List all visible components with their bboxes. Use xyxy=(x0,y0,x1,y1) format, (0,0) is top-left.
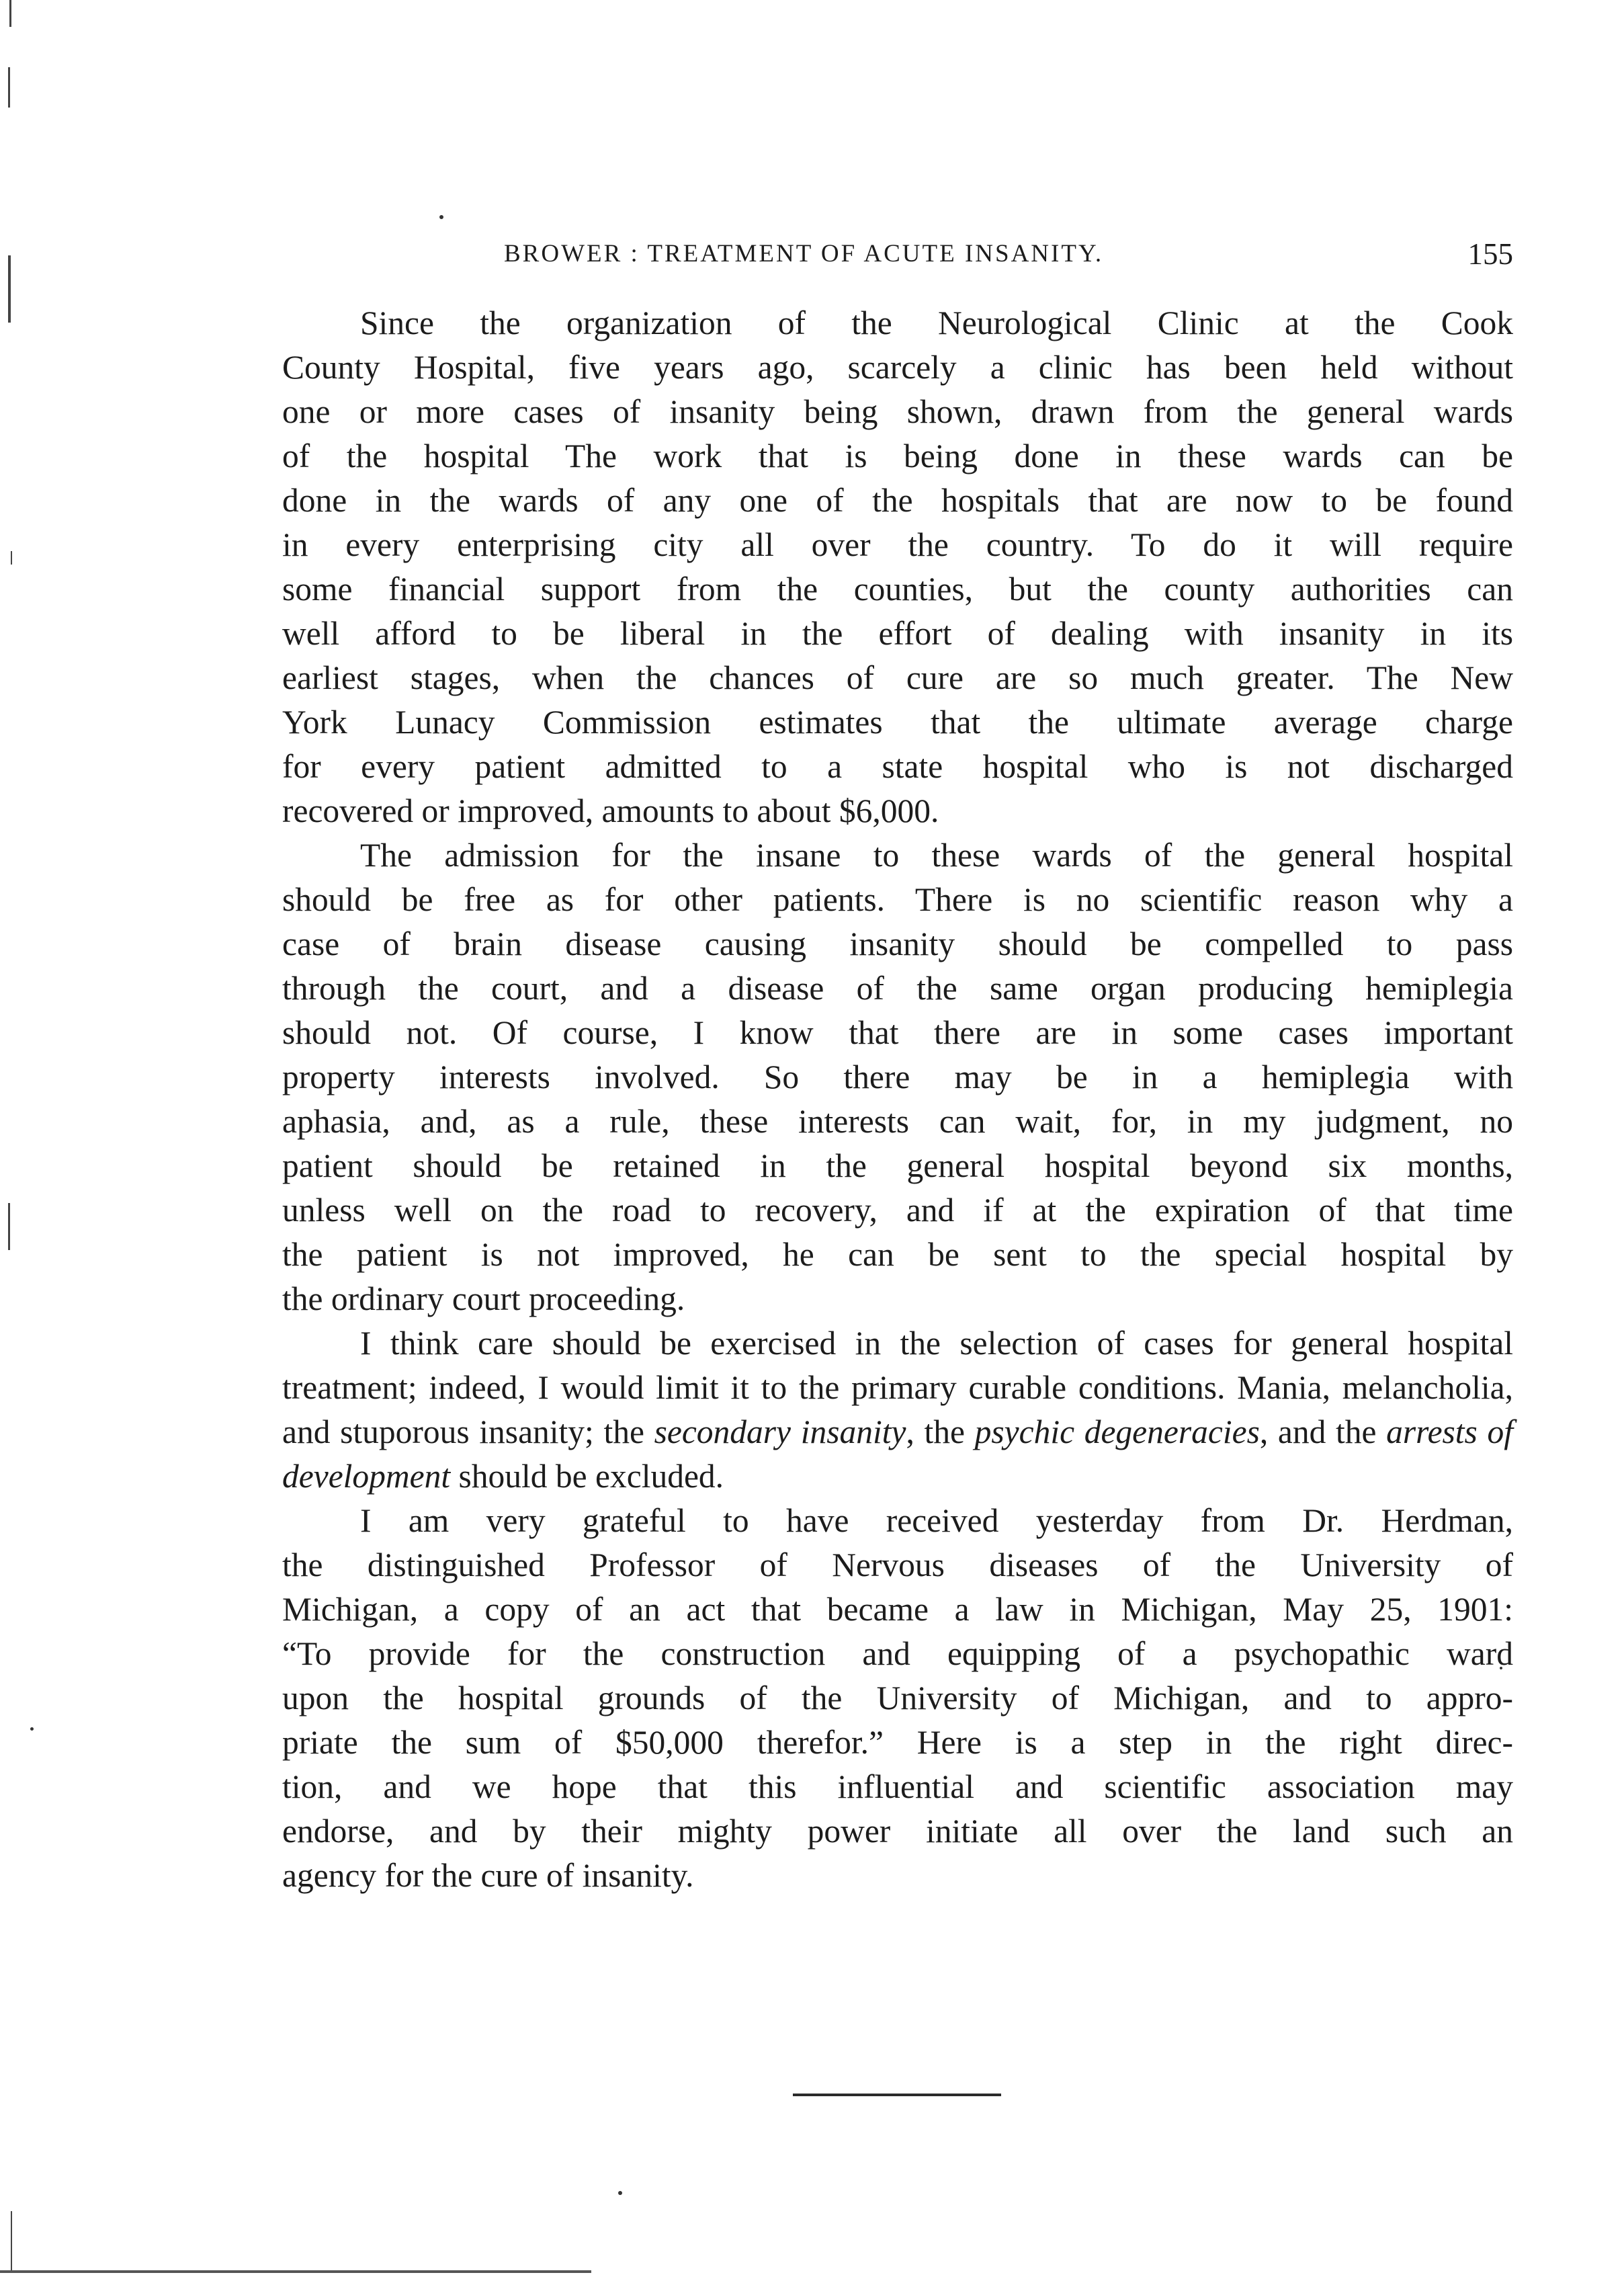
paragraph-2 xyxy=(282,833,1513,1321)
ink-speck xyxy=(30,1727,34,1731)
text-run: , the xyxy=(906,1413,975,1450)
text-line: earliest stages, when the chances of cure are so much greater. The New xyxy=(282,659,1513,696)
running-title: BROWER : TREATMENT OF ACUTE INSANITY. xyxy=(504,240,1104,267)
ink-speck xyxy=(618,2191,622,2195)
text-line: through the court, and a disease of the same organ producing hemiplegia xyxy=(282,970,1513,1007)
text-line: case of brain disease causing insanity should be compelled to pass xyxy=(282,925,1513,962)
italic-text-run: psychic degeneracies xyxy=(974,1413,1260,1450)
text-line: Michigan, a copy of an act that became a law in Michigan, May 25, 1901: xyxy=(282,1591,1513,1628)
text-line: upon the hospital grounds of the University of Michigan, and to appro- xyxy=(282,1680,1513,1716)
text-line: York Lunacy Commission estimates that the ultimate average charge xyxy=(282,704,1513,741)
scan-bottom-edge xyxy=(0,2270,591,2273)
text-run: should be excluded. xyxy=(450,1458,724,1495)
paragraph-4 xyxy=(282,1499,1513,1898)
paragraph-3 xyxy=(282,1321,1513,1499)
text-line: done in the wards of any one of the hospitals that are now to be found xyxy=(282,482,1513,519)
scan-edge-mark xyxy=(11,551,12,565)
text-line: for every patient admitted to a state hospital who is not discharged xyxy=(282,748,1513,785)
text-line: in every enterprising city all over the country. To do it will require xyxy=(282,526,1513,563)
text-line: should be free as for other patients. There is no scientific reason why a xyxy=(282,881,1513,918)
text-line: The admission for the insane to these wards of the general hospital xyxy=(360,837,1513,874)
text-line: some financial support from the counties, but the county authorities can xyxy=(282,571,1513,608)
scan-edge-mark xyxy=(11,2211,12,2272)
ink-speck xyxy=(439,215,443,219)
text-line: aphasia, and, as a rule, these interests can wait, for, in my judgment, no xyxy=(282,1103,1513,1140)
text-line: endorse, and by their mighty power initiate all over the land such an xyxy=(282,1813,1513,1850)
text-line: property interests involved. So there may be in a hemiplegia with xyxy=(282,1059,1513,1095)
text-line: patient should be retained in the general hospital beyond six months, xyxy=(282,1147,1513,1184)
body-text xyxy=(282,301,1513,1898)
scan-edge-mark xyxy=(8,67,10,108)
text-line: recovered or improved, amounts to about $6,000. xyxy=(282,792,939,829)
text-line: County Hospital, five years ago, scarcely a clinic has been held without xyxy=(282,349,1513,386)
running-head xyxy=(282,237,1513,277)
section-end-rule xyxy=(793,2094,1001,2096)
text-line: I am very grateful to have received yesterday from Dr. Herdman, xyxy=(360,1502,1513,1539)
text-line: the patient is not improved, he can be sent to the special hospital by xyxy=(282,1236,1513,1273)
italic-text-run: arrests of development xyxy=(282,1413,1513,1495)
text-line: the distinguished Professor of Nervous diseases of the University of xyxy=(282,1546,1513,1583)
text-line: Since the organization of the Neurological Clinic at the Cook xyxy=(360,304,1513,341)
text-line: well afford to be liberal in the effort of dealing with insanity in its xyxy=(282,615,1513,652)
text-line: priate the sum of $50,000 therefor.” Here is a step in the right direc- xyxy=(282,1724,1513,1761)
text-line: should not. Of course, I know that there are in some cases important xyxy=(282,1014,1513,1051)
text-run: , and the xyxy=(1259,1413,1387,1450)
text-line: of the hospital The work that is being done in these wards can be xyxy=(282,438,1513,474)
text-line: agency for the cure of insanity. xyxy=(282,1857,694,1894)
italic-text-run: secondary insanity xyxy=(654,1413,906,1450)
text-line: the ordinary court proceeding. xyxy=(282,1280,685,1317)
text-line: tion, and we hope that this influential and scientific association may xyxy=(282,1768,1513,1805)
text-line: one or more cases of insanity being shown, drawn from the general wards xyxy=(282,393,1513,430)
text-line: “To provide for the construction and equipping of a psychopathic ward xyxy=(282,1635,1513,1672)
scan-edge-mark xyxy=(9,0,11,27)
text-line: unless well on the road to recovery, and if at the expiration of that time xyxy=(282,1192,1513,1229)
scan-edge-mark xyxy=(8,1203,10,1250)
paragraph-1 xyxy=(282,301,1513,833)
scan-edge-mark xyxy=(8,255,11,323)
text-run: I think care should be exercised in the selection of cases for general hospital treatment; indeed, I would limit it to the primary curable conditions. Mania, melancholia, and stuporous insanity; the xyxy=(282,1325,1513,1450)
page-number: 155 xyxy=(1467,237,1513,271)
